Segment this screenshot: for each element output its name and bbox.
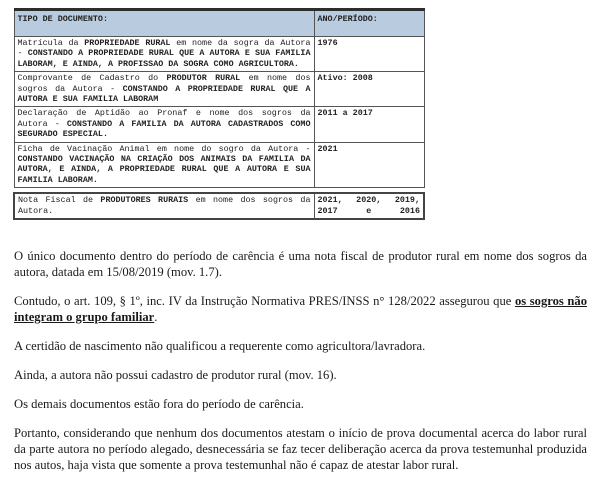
table-row [14, 193, 424, 219]
table-row [14, 37, 424, 72]
document-description: Declaração de Aptidão ao Pronaf e nome dos sogros da Autora - CONSTANDO A FAMILIA DA AUTORA CADASTRADOS COMO SEGURADO ESPECIAL. [14, 107, 314, 142]
document-description: Matrícula da PROPRIEDADE RURAL em nome da sogra da Autora - CONSTANDO A PROPRIEDADE RURAL QUE A AUTORA E SUA FAMILIA LABORAM, E AINDA, A PROFISSAO DA SOGRA COMO AGRICULTORA. [14, 37, 314, 72]
document-period: 2021 [314, 142, 424, 188]
table-row [14, 142, 424, 188]
emphasis-in-laws: os sogros não integram o grupo familiar [14, 294, 587, 324]
document-description: Comprovante de Cadastro do PRODUTOR RURAL em nome dos sogros da Autora - CONSTANDO A PROPRIEDADE RURAL QUE A AUTORA E SUA FAMILIA LABORAM [14, 72, 314, 107]
document-period: 2011 a 2017 [314, 107, 424, 142]
paragraph-single-document: O único documento dentro do período de carência é uma nota fiscal de produtor rural em nome dos sogros da autora, datada em 15/08/2019 (mov. 1.7). [14, 249, 587, 279]
document-period: 1976 [314, 37, 424, 72]
document-period: 2021, 2020, 2019, 2017 e 2016 [314, 193, 424, 219]
document-period: Ativo: 2008 [314, 72, 424, 107]
paragraph-birth-certificate: A certidão de nascimento não qualificou a requerente como agricultora/lavradora. [14, 339, 426, 353]
table-row [14, 107, 424, 142]
document-description: Ficha de Vacinação Animal em nome do sogro da Autora - CONSTANDO VACINAÇÃO NA CRIAÇÃO DOS ANIMAIS DA FAMILIA DA AUTORA, E AINDA, A PROPRIEDADE RURAL QUE A AUTORA E SUA FAMILIA LABORAM. [14, 142, 314, 188]
paragraph-other-documents: Os demais documentos estão fora do período de carência. [14, 397, 304, 411]
documents-table [13, 8, 425, 220]
decision-body [14, 248, 587, 486]
paragraph-no-registration: Ainda, a autora não possui cadastro de produtor rural (mov. 16). [14, 368, 337, 382]
table-header-row [14, 10, 424, 37]
document-description: Nota Fiscal de PRODUTORES RURAIS em nome dos sogros da Autora. [14, 193, 314, 219]
header-document-type: TIPO DE DOCUMENTO: [14, 10, 314, 37]
table-row [14, 72, 424, 107]
paragraph-conclusion: Portanto, considerando que nenhum dos documentos atestam o início de prova documental acerca do labor rural da parte autora no período alegado, desnecessária se faz tecer deliberação acerca da prova testemunhal produzida nos autos, haja vista que somente a prova testemunhal não é capaz de atestar labor rural. [14, 426, 587, 472]
header-year-period: ANO/PERÍODO: [314, 10, 424, 37]
paragraph-normative-instruction: Contudo, o art. 109, § 1º, inc. IV da Instrução Normativa PRES/INSS n° 128/2022 assegurou que os sogros não integram o grupo familiar. [14, 294, 587, 324]
